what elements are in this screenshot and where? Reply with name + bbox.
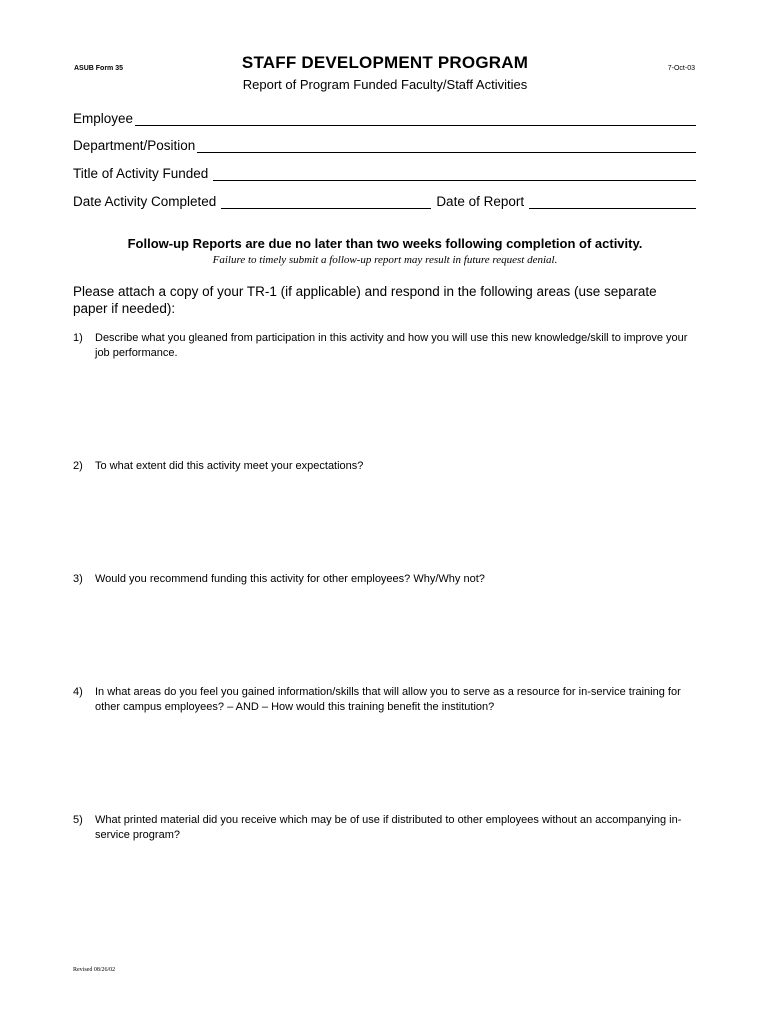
date-of-report-label: Date of Report	[436, 194, 525, 209]
question-text: Describe what you gleaned from participation in this activity and how you will use this new knowledge/skill to improve your job performance.	[95, 332, 688, 359]
question-2	[73, 459, 703, 474]
department-line[interactable]	[197, 138, 696, 153]
page-subtitle: Report of Program Funded Faculty/Staff Activities	[242, 77, 528, 92]
department-label: Department/Position	[73, 138, 196, 153]
question-number: 2)	[73, 460, 83, 472]
due-notice: Follow-up Reports are due no later than two weeks following completion of activity.	[127, 236, 643, 251]
activity-title-field	[73, 163, 696, 181]
question-text: What printed material did you receive which may be of use if distributed to other employees without an accompanying in-service program?	[95, 814, 682, 841]
activity-title-label: Title of Activity Funded	[73, 166, 209, 181]
question-number: 1)	[73, 332, 83, 344]
department-field	[73, 135, 696, 153]
employee-line[interactable]	[135, 111, 696, 126]
question-3	[73, 572, 703, 587]
denial-warning: Failure to timely submit a follow-up report may result in future request denial.	[212, 254, 558, 266]
question-number: 4)	[73, 686, 83, 698]
page-title: STAFF DEVELOPMENT PROGRAM	[241, 53, 529, 72]
date-completed-label: Date Activity Completed	[73, 194, 217, 209]
date-of-report-line[interactable]	[529, 194, 696, 209]
employee-field	[73, 108, 696, 126]
question-5	[73, 813, 703, 843]
question-text: In what areas do you feel you gained information/skills that will allow you to serve as a resource for in-service training for other campus employees? – AND – How would this training benefit the institution?	[95, 686, 681, 713]
employee-label: Employee	[73, 111, 134, 126]
instructions: Please attach a copy of your TR-1 (if applicable) and respond in the following areas (use separate paper if needed):	[73, 284, 657, 316]
question-text: Would you recommend funding this activity for other employees? Why/Why not?	[95, 573, 485, 585]
dates-field	[73, 191, 696, 209]
date-completed-line[interactable]	[221, 194, 431, 209]
form-date: 7-Oct-03	[667, 65, 695, 72]
question-text: To what extent did this activity meet your expectations?	[95, 460, 364, 472]
question-4	[73, 685, 703, 715]
form-id: ASUB Form 35	[74, 65, 124, 72]
question-1	[73, 331, 703, 361]
question-number: 3)	[73, 573, 83, 585]
question-number: 5)	[73, 814, 83, 826]
revision-note: Revised 08/26/02	[73, 967, 116, 973]
activity-title-line[interactable]	[213, 166, 696, 181]
